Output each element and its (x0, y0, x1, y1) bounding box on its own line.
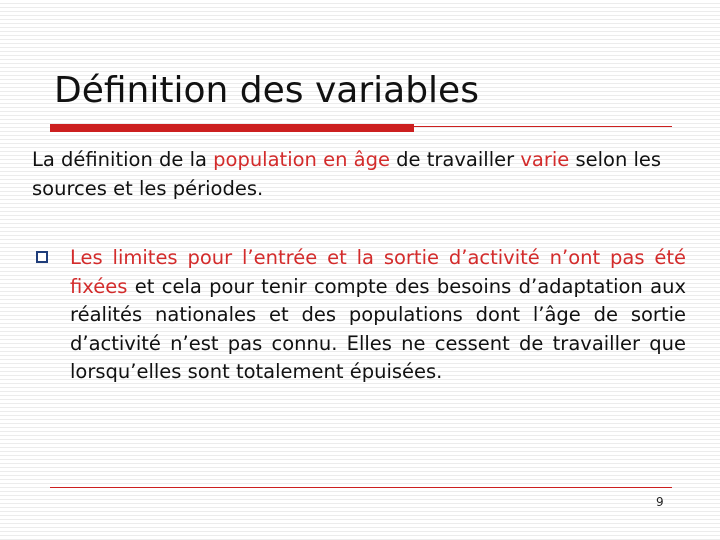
footer-rule (50, 487, 672, 488)
bullet-paragraph (70, 244, 686, 387)
checkbox-bullet-icon (36, 251, 48, 263)
intro-text-3: selon les sources et les périodes. (32, 148, 662, 200)
title-underline-rule (414, 126, 672, 127)
intro-highlight-population: population en âge (213, 148, 390, 171)
title-underline-bar (50, 124, 414, 132)
intro-paragraph (32, 145, 702, 203)
bullet-highlight: Les limites pour l’entrée et la sortie d’activité n’ont pas été fixées (70, 246, 686, 298)
bullet-text-rest: et cela pour tenir compte des besoins d’adaptation aux réalités nationales et des populations dont l’âge de sortie d’activité n’est pas connu. Elles ne cessent de travailler que lorsqu’elles sont totalement épuisées. (70, 274, 686, 383)
page-number: 9 (656, 495, 664, 509)
intro-text-1: La définition de la (32, 148, 214, 171)
intro-text-2: de travailler (389, 148, 521, 171)
intro-highlight-varie: varie (520, 148, 570, 171)
slide-title: Définition des variables (54, 70, 479, 111)
